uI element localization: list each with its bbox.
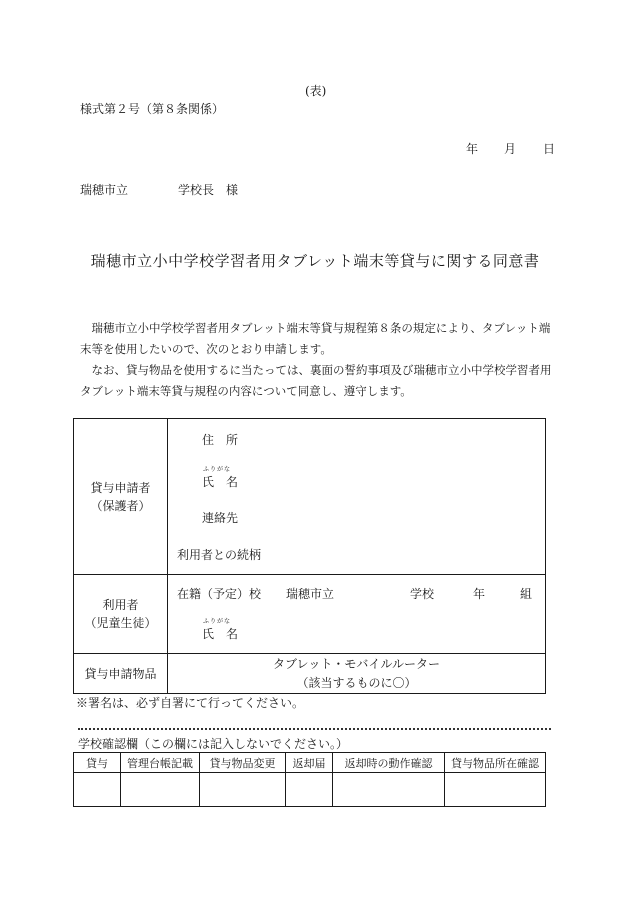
document-title: 瑞穂市立小中学校学習者用タブレット端末等貸与に関する同意書: [90, 252, 540, 270]
item-options-cell[interactable]: [168, 654, 546, 694]
confirmation-title: 学校確認欄（この欄には記入しないでください。）: [78, 737, 349, 751]
signature-note: ※署名は、必ず自署にて行ってください。: [76, 696, 305, 710]
date-year: 年: [466, 142, 479, 156]
user-name-ruby: ふりがな: [203, 618, 232, 625]
body-paragraph-2: なお、貸与物品を使用するに当たっては、裏面の誓約事項及び瑞穂市立小中学校学習者用タブレット端末等貸与規程の内容について同意し、遵守します。: [80, 363, 552, 398]
applicant-address-label: 住 所: [202, 433, 239, 447]
form-number: 様式第２号（第８条関係）: [80, 102, 225, 116]
applicant-label: 貸与申請者: [90, 480, 151, 495]
confirmation-table: [73, 752, 546, 807]
confirm-col-return: 返却届: [286, 753, 333, 773]
user-school: 学校: [410, 587, 435, 601]
body-text: [80, 318, 552, 402]
confirm-cell-return[interactable]: [286, 773, 333, 807]
body-paragraph-1: 瑞穂市立小中学校学習者用タブレット端末等貸与規程第８条の規定により、タブレット端末等を使用したいので、次のとおり申請します。: [80, 321, 551, 356]
user-label: 利用者: [102, 598, 139, 612]
user-fields-cell[interactable]: [168, 575, 546, 654]
confirm-col-change: 貸与物品変更: [200, 753, 286, 773]
user-label-sub: （児童生徒）: [84, 616, 157, 630]
applicant-name-text: 氏 名: [202, 475, 239, 489]
applicant-label-cell: [74, 419, 168, 575]
user-city: 瑞穂市立: [286, 587, 335, 601]
addressee-school-head: 学校長 様: [178, 183, 239, 197]
date-month: 月: [504, 142, 517, 156]
applicant-contact-label: 連絡先: [202, 511, 239, 525]
item-instruction: （該当するものに〇）: [296, 675, 417, 690]
applicant-name-ruby: ふりがな: [203, 466, 232, 473]
applicant-label-sub: （保護者）: [90, 498, 151, 513]
applicant-fields-cell[interactable]: [168, 419, 546, 575]
confirm-cell-ledger[interactable]: [121, 773, 200, 807]
dotted-divider: [78, 728, 551, 730]
item-row: [74, 654, 546, 694]
item-options: タブレット・モバイルルーター: [272, 656, 441, 671]
confirm-cell-return-check[interactable]: [333, 773, 445, 807]
addressee: [80, 181, 239, 198]
side-label: (表): [305, 84, 327, 98]
confirm-cell-change[interactable]: [200, 773, 286, 807]
user-label-cell: [74, 575, 168, 654]
confirmation-value-row: [74, 773, 546, 807]
confirm-col-location-check: 貸与物品所在確認: [445, 753, 546, 773]
date-day: 日: [543, 142, 556, 156]
confirm-cell-location-check[interactable]: [445, 773, 546, 807]
user-name-text: 氏 名: [202, 627, 239, 641]
user-grade: 年: [473, 587, 486, 601]
confirm-col-lend: 貸与: [74, 753, 121, 773]
user-row: [74, 575, 546, 654]
user-school-prefix: 在籍（予定）校: [177, 587, 262, 601]
item-label: 貸与申請物品: [74, 654, 168, 694]
user-name-label: [202, 618, 239, 642]
confirm-col-ledger: 管理台帳記載: [121, 753, 200, 773]
application-table: [73, 418, 546, 694]
applicant-relationship-label: 利用者との続柄: [177, 548, 262, 562]
confirmation-header-row: [74, 753, 546, 773]
applicant-name-label: [202, 466, 239, 490]
addressee-city: 瑞穂市立: [80, 183, 129, 197]
confirm-cell-lend[interactable]: [74, 773, 121, 807]
applicant-row: [74, 419, 546, 575]
confirm-col-return-check: 返却時の動作確認: [333, 753, 445, 773]
user-class: 組: [520, 587, 533, 601]
